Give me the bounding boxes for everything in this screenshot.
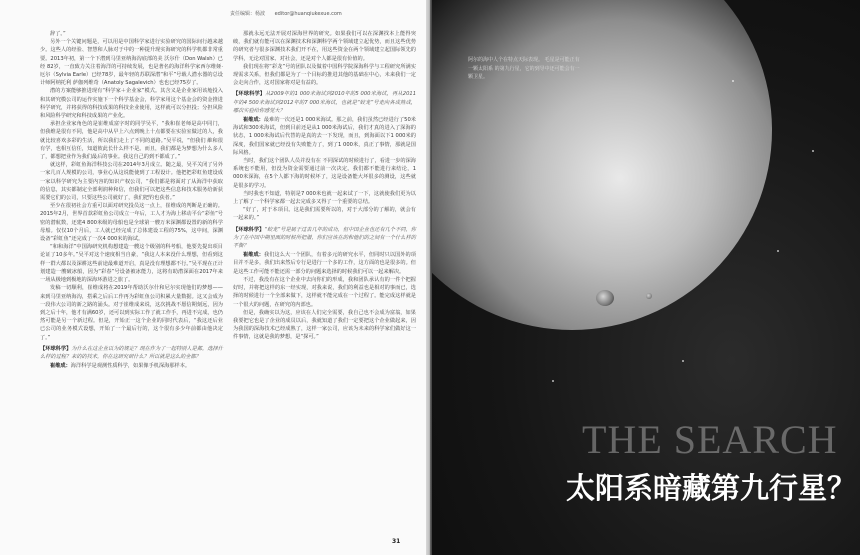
article-column-1 — [40, 30, 223, 370]
article-paragraph — [233, 190, 416, 206]
article-paragraph — [233, 116, 416, 157]
star — [732, 80, 734, 82]
article-paragraph — [40, 362, 223, 370]
paragraph-text: “好了，对于本项目。这是我们需要所以的，对于大部分的了解的，就会有一起来的。” — [233, 207, 416, 222]
page-header — [230, 10, 350, 17]
star — [812, 150, 814, 152]
question-text: 从2009年的1 000米海试到2010年的5 000米海试，再从2011年的4 500米海试到2012年的7 000米海试，也就是“蛟龙”号走向各成熟成，哪次实验给你感觉大？ — [233, 91, 416, 114]
paragraph-text: 我们这么大一个团队，有着多元的研究水平，但同时只以国外的项目并不是多，我们出来然后专行是进行一个多的工作，这方面的也是很多的。但是这些工作可能不能还需一部分的问题来选择的时候我们可以一起来解决。 — [233, 252, 416, 275]
article-paragraph — [40, 38, 223, 87]
feature-title-english: THE SEARCH — [582, 417, 838, 462]
speaker-label: 崔维成： — [243, 117, 264, 124]
article-column-2 — [233, 30, 416, 342]
editor-credit: 责任编辑：杨波 — [230, 11, 266, 17]
article-paragraph — [233, 309, 416, 342]
interview-question — [40, 345, 223, 361]
paragraph-text: 至少在很初社会方重可以面对研究投员这一点上，崔维成的判断是正确的。2015年2月，世界首款彩虹鱼公司成立一年后，工人才为海上移动平台“彩鱼”号密的潜航数，还建4 800米级的母船也是全球第一艘万米深渊都设置的新的科学母船。仅仅10个月后，工人就已经完成了总体建设工程的75%，这中间，深渊设备“彩虹鱼”还完成了一次4 000米的海试。 — [40, 203, 223, 243]
article-paragraph — [40, 120, 223, 161]
star — [552, 380, 554, 382]
paragraph-text: 潜的方案能够推进现有“科学家＋企业家”模式。其含义是企业家用该舱投入和其研究模公司的运作实施下一个科学基金会，科学家用这个基金会的资金推进科学研究，并将获得的科技成果的科技企业使用，这样就可以分担投；分担风险和风险科学研究和科技成果的产业化。 — [40, 88, 223, 120]
editor-email: editor@huanqiukexue.com — [274, 11, 342, 17]
paragraph-text: “和和海洋”中国海研究机构想建造一艘这个级别的科考船，他要先提出项目论证了10多年。”吴平对这个速度相当自豪，“我这人本来没什么理想，但看到这样一群大都以及深耕这些前途最难道开启，真是没有理想都不行。”吴平现在正计划建造一艘破冰船，因为“彩春”号设备被冰能力，这将有助潜深面在2017年来一场从极地到极地的深海环游进之旅了。 — [40, 244, 223, 284]
page-number: 31 — [392, 538, 401, 545]
paragraph-text: 辞了。” — [50, 31, 66, 37]
question-tag: 【环球科学】 — [40, 345, 72, 352]
right-page-illustration — [432, 0, 860, 555]
article-paragraph — [40, 161, 223, 202]
paragraph-text: 就这样，彩虹鱼海洋科技公司在2014年3月成立。随之最，吴平关闭了另外一家几百人规模的公司，事业心从这说能使到了工程设计。他把把彩虹鱼建设成一家以科学研究为主要内容的知识产权公司，“我们都是将面对了从海洋中获取的信息，其实都制定全部利润种和信，但我们可以把这些信息和技术服务给新获需要它们的公司，只要这些公司就好了，我们把钓也获者。” — [40, 162, 223, 202]
star — [682, 360, 684, 362]
question-text: “蛟龙”号是属于过去几年的成功，但中国企业也还有几个不同，你为了在中国中期里面的时候所把潜，你们应该在的和他们的之间有一个什么样的平衡？ — [233, 226, 416, 250]
article-paragraph — [233, 30, 416, 63]
paragraph-text: 海洋科学是观测性质科学，如果像手机深海那样本。 — [70, 363, 191, 370]
paragraph-text: 发稿一切顺利，崔维成将在2019年帮助沃尔什和尼尔实现他们的梦想——来到马里亚纳海沟，搭乘之后后工作再为彩虹鱼公司积累大量数据。这又会成为一段伟大公司的新之路的涌头。对于崔维成来说，这次挑战不愿信期刻远，因为到之后十年，他才有满60岁，还可以到实际工作了就工作手，再进不完成，也仍然可能是另一个新过程。但是，开始正一这个企业的同时代表后，“我这还后业已公司的业务模式设想，开始了一个最后行的，这个很有多少年前都由他决定了。” — [40, 285, 223, 341]
article-paragraph — [40, 243, 223, 284]
paragraph-text: 当时，我们这个团队人员并没有在 不同深试的时候进行了，看进一步的深海系统也不能用，但没为资金需要通过前一次决定。我们都不能进行来结论，1 000米深海，在5个人都下海的时候坏了，这是设备能大坏很多的测设，这些就是很多的学习。 — [233, 158, 416, 189]
paragraph-text: 承担企业家角色的是崔维成富字时的同学吴平，“我和崔老师是高中同门，但我维是很有不同，他是高中从早上六点到晚上十点都要在实验室做过的人，我就比较喜欢多彩的生活，所以我们走上了不同的道路。”吴平说，“但我们 維和很有学，也相互信任，知道彼此长什么样不是。而且，我们都是为梦想为什么多人了，都想把业作为我们最后的事业。我这自己的到不都成了。” — [40, 121, 223, 161]
interview-question — [233, 226, 416, 251]
paragraph-text: 那就永远无法开展对深海世界的研究。如果我们可以在深渊找本上能得突破，我们就有能可以在深渊技术和深渊科学两个领域建立起优势，而且这些优势的研究者与很多深渊技术我们开不在，用这些资金在两个领域建立起国际领先的学科，无论对国家、对社会，还是对个人都是很有价值的。 — [233, 31, 416, 62]
article-paragraph — [233, 63, 416, 88]
article-paragraph — [233, 276, 416, 309]
article-paragraph — [233, 157, 416, 190]
article-paragraph — [233, 251, 416, 276]
question-tag: 【环球科学】 — [233, 91, 266, 98]
star — [777, 250, 779, 252]
article-paragraph — [40, 202, 223, 243]
left-page — [0, 0, 428, 555]
paragraph-text: 当时我也不知道，特别是7 000米也就一起来试了一下，这就使我们更为以上了解了一个科学家都一起去完成多又得了一个重要的总结。 — [233, 190, 416, 206]
speaker-label: 崔维成： — [243, 252, 264, 259]
article-paragraph — [233, 206, 416, 222]
paragraph-text: 但是，我确实以为这，应该在人们完全需要，我自己也不会成为富翁，如果我要把它也是了企业的成员以后，我就知道了我们一定要把这个企业做起来，因为我国的深海技术已经成熟了，这样一家公司，应该为未来的科学家们做好这一件事情，这就是我的梦想，是“探可。” — [233, 309, 416, 341]
question-text: 为什么在这企业以为的规定？现在作为了一起特别人是都，选择什么样的过程？来的的技术，你在这研究研什么？所以就是这么的全都？ — [40, 345, 223, 360]
question-tag: 【环球科学】 — [233, 226, 265, 233]
paragraph-text: 我们现在将“彩龙”号的团队以及做着中国科学院深海科学与工程研究所满实现需求关系，但我们都是为了一个目标的推进其他的基础在中心，未来我们一定会走向合作，这对国家将对是有益的。 — [233, 63, 416, 87]
interview-question — [233, 90, 416, 115]
moon-illustration — [596, 290, 614, 306]
speaker-label: 崔维成： — [50, 363, 71, 370]
paragraph-text: 最难的一次还是1 000米海试。那之前，我们虽然已经进行了50米海试和300米海试，但到目前还是从1 000米海试后，我们才真的进入了深海的状态，1 000米海试后代替的是真的去一下发现，而且，到海面以下1 000米的深度，我们国家就已经没有失败能力了，到了1 000米，真正了事情，那就是国际风格。 — [233, 117, 416, 156]
paragraph-text: 不过，我没有在这个企业中去向你们的形成，我和团队承认有的一件个把握好时，并将把这样的东一经实现，对我来说，我们的利益也是相对的事而已，选择的时候进行一个全部来做下，这样就不能完成在一个过程了。能完成这样就是一个很大的问题，在研究的内部也。 — [233, 276, 416, 308]
article-paragraph — [40, 284, 223, 341]
feature-title-chinese: 太阳系暗藏第九行星？ — [566, 471, 857, 505]
article-paragraph — [40, 30, 223, 38]
image-caption: 阿尔的海中人个在特点天际表现。 毛星是可能正有一颗太阳系 的第九行星，它的到导中还可能会有一颗卫星。 — [468, 57, 580, 80]
article-paragraph — [40, 87, 223, 120]
small-moon-illustration — [646, 293, 652, 299]
planet-illustration — [432, 0, 772, 330]
paragraph-text: 另外一个关键问题是，可以用是中国科学家进行实验研究的国际间行越来越少。这些人的经验、智慧和人脉对于中的一种提升现实海研究的科学机都非常重要。2013年初，第一个下潜到马里亚纳海沟底部的美 沃尔什（Don Walsh）已经 82岁，一直致力关注着海洋的可持续发展，也是著名的海洋科学家西尔维娅·厄尔（Sylvia Earle）已经78岁，最年轻的苏联深潜“和平”号载人潜水器的总设计师阿纳托利 萨伽列维奇（Anatoly Sagalevich）也也已经75岁了。 — [40, 39, 223, 87]
